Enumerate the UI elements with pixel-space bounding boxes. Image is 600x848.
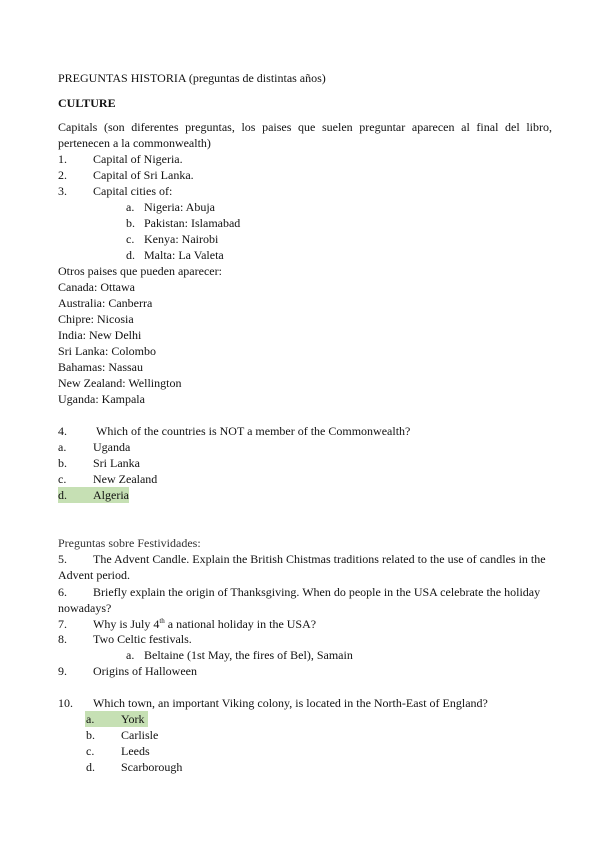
superscript: th [159,617,165,625]
question-text-part: a national holiday in the USA? [164,617,317,631]
country-capital: India: New Delhi [58,328,142,342]
country-capital: Australia: Canberra [58,296,153,310]
list-text: Malta: La Valeta [144,248,224,262]
option-letter: b. [58,456,67,470]
option-text: Uganda [93,440,131,454]
list-letter: a. [126,200,135,214]
list-letter: a. [126,648,135,662]
option-letter: d. [58,488,67,502]
question-number: 8. [58,632,67,646]
intro-paragraph: Capitals (son diferentes preguntas, los paises que suelen preguntar aparecen al final del libro, pertenecen a la commonwealth) [58,120,552,150]
question-number: 6. [58,585,67,599]
option-letter: a. [86,712,95,726]
question-text: Which of the countries is NOT a member of the Commonwealth? [96,424,411,438]
question-text [93,616,316,632]
question-6-continued: nowadays? [58,601,112,615]
list-letter: c. [126,232,135,246]
country-capital: Uganda: Kampala [58,392,145,406]
question-number: 7. [58,617,67,631]
option-text: Scarborough [121,760,183,774]
question-text: Capital cities of: [93,184,173,198]
option-letter: d. [86,760,95,774]
option-letter: a. [58,440,67,454]
list-letter: b. [126,216,135,230]
country-capital: Sri Lanka: Colombo [58,344,156,358]
question-text: Which town, an important Viking colony, is located in the North-East of England? [93,696,488,710]
option-text: Leeds [121,744,150,758]
list-letter: d. [126,248,135,262]
option-letter: b. [86,728,95,742]
question-number: 4. [58,424,67,438]
other-countries-heading: Otros paises que pueden aparecer: [58,264,222,278]
question-text: Capital of Nigeria. [93,152,183,166]
question-text: Briefly explain the origin of Thanksgiving. When do people in the USA celebrate the holiday [93,585,541,599]
list-text: Beltaine (1st May, the fires of Bel), Samain [144,648,353,662]
question-text: Origins of Halloween [93,664,197,678]
option-text: Sri Lanka [93,456,140,470]
question-number: 10. [58,696,73,710]
list-text: Pakistan: Islamabad [144,216,241,230]
option-text: New Zealand [93,472,158,486]
question-text: The Advent Candle. Explain the British Chistmas traditions related to the use of candles in the [93,552,546,566]
question-text: Capital of Sri Lanka. [93,168,194,182]
option-letter: c. [58,472,67,486]
festivities-heading: Preguntas sobre Festividades: [58,536,201,550]
question-number: 3. [58,184,67,198]
question-number: 2. [58,168,67,182]
question-number: 5. [58,552,67,566]
question-number: 9. [58,664,67,678]
country-capital: Canada: Ottawa [58,280,135,294]
section-heading: CULTURE [58,96,116,110]
list-text: Nigeria: Abuja [144,200,215,214]
option-letter: c. [86,744,95,758]
list-text: Kenya: Nairobi [144,232,219,246]
page-title: PREGUNTAS HISTORIA (preguntas de distintas años) [58,71,326,85]
question-text: Two Celtic festivals. [93,632,192,646]
country-capital: New Zealand: Wellington [58,376,182,390]
country-capital: Chipre: Nicosia [58,312,134,326]
question-5-continued: Advent period. [58,568,130,582]
option-text: Carlisle [121,728,159,742]
option-text: Algeria [93,488,129,502]
question-text-part: Why is July 4 [93,617,160,631]
question-number: 1. [58,152,67,166]
option-text: York [121,712,145,726]
country-capital: Bahamas: Nassau [58,360,143,374]
